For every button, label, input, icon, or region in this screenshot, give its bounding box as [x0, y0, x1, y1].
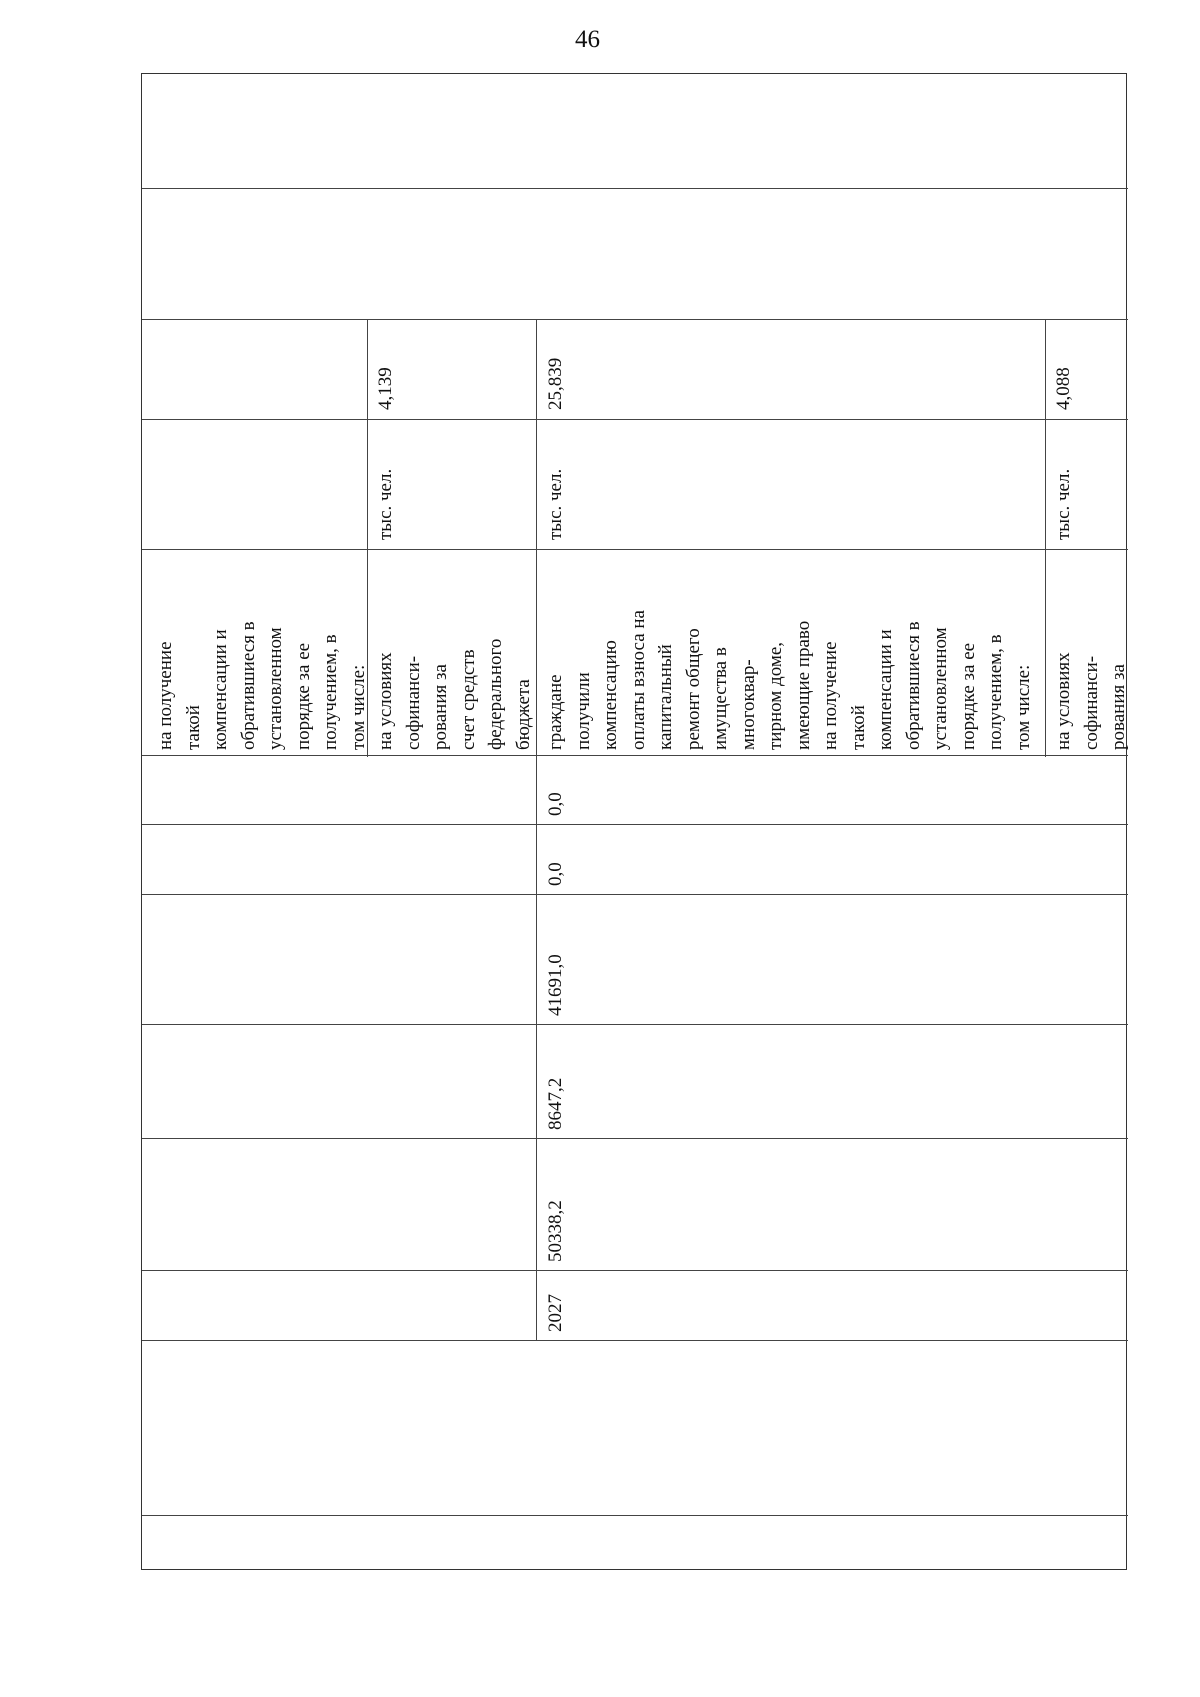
- row-d-value: 4,088: [1053, 367, 1074, 410]
- column-line: [142, 1340, 1128, 1341]
- row-b-description: на условиях софинанси- рования за счет средств федерального бюджета: [375, 638, 534, 750]
- row-c-total: 50338,2: [545, 1200, 566, 1262]
- row-line: [1045, 319, 1046, 757]
- row-d-description: на условиях софинанси- рования за: [1053, 652, 1129, 750]
- column-line: [142, 1515, 1128, 1516]
- column-line: [142, 419, 1128, 420]
- row-c-col3: 41691,0: [545, 954, 566, 1016]
- row-c-description: граждане получили компенсацию оплаты взноса на капитальный ремонт общего имущества в многоквар- тирном доме, имеющие право на получение такой компенсации и обратившиеся в установленном порядке за ее получением, в том числе:: [545, 610, 1034, 750]
- column-line: [142, 1138, 1128, 1139]
- row-c-unit: тыс. чел.: [545, 468, 566, 540]
- row-b-unit: тыс. чел.: [375, 468, 396, 540]
- row-a-description: на получение такой компенсации и обратившиеся в установленном порядке за ее получением, в том числе:: [155, 621, 369, 750]
- column-line: [142, 319, 1128, 320]
- row-b-value: 4,139: [375, 367, 396, 410]
- page-number: 46: [575, 26, 600, 53]
- column-line: [142, 824, 1128, 825]
- row-c-value: 25,839: [545, 357, 566, 410]
- column-line: [142, 1024, 1128, 1025]
- row-c-col5: 0,0: [545, 792, 566, 816]
- column-line: [142, 755, 1128, 756]
- row-d-unit: тыс. чел.: [1053, 468, 1074, 540]
- row-line: [536, 319, 537, 1340]
- column-line: [142, 188, 1128, 189]
- column-line: [142, 549, 1128, 550]
- row-c-year: 2027: [545, 1294, 566, 1332]
- row-c-col4: 0,0: [545, 862, 566, 886]
- column-line: [142, 894, 1128, 895]
- column-line: [142, 1270, 1128, 1271]
- row-c-col2: 8647,2: [545, 1077, 566, 1130]
- rotated-table: [141, 73, 1127, 1570]
